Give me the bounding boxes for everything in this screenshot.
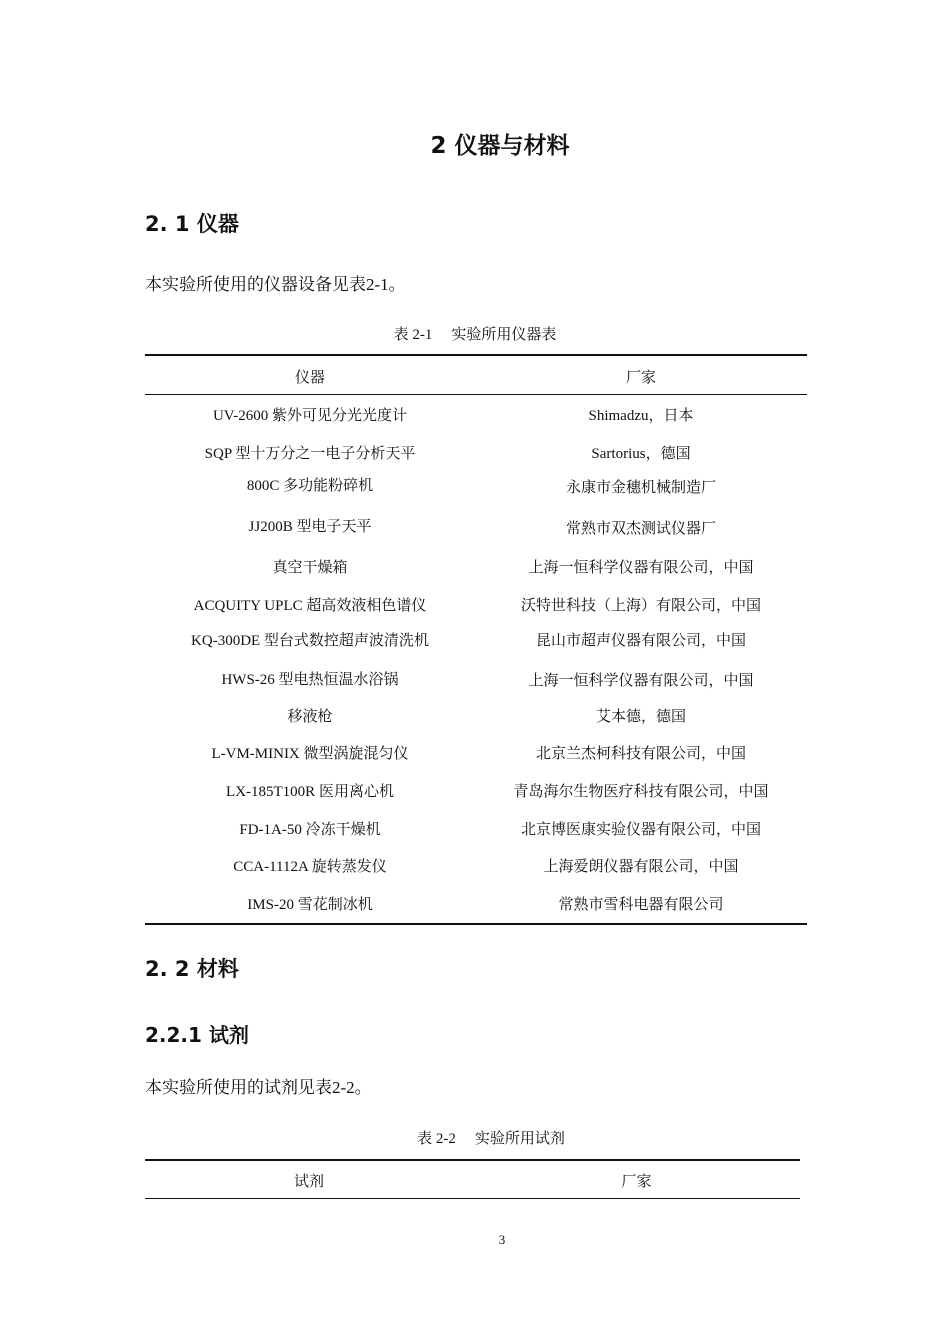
section-heading-materials: 2. 2 材料 [145,957,239,981]
table-top-rule [145,354,807,356]
table-row-manufacturer: 上海爱朗仪器有限公司，中国 [543,859,739,875]
chapter-title: 2 仪器与材料 [430,133,570,159]
table-row-manufacturer: 沃特世科技（上海）有限公司，中国 [520,598,761,614]
table-header-manufacturer: 厂家 [625,370,656,386]
table-row-manufacturer: Shimadzu，日本 [588,408,694,424]
table-2-2-caption-number: 表 2-2 [417,1131,456,1147]
table-row-instrument: L-VM-MINIX 微型涡旋混匀仪 [211,746,409,762]
table-row-instrument: JJ200B 型电子天平 [248,519,372,535]
table-2-1-caption [0,323,950,344]
table-row-manufacturer: 常熟市双杰测试仪器厂 [565,521,716,537]
table-header-instrument: 仪器 [294,370,325,386]
reagents-intro: 本实验所使用的试剂见表2-2。 [145,1078,372,1097]
table-row-instrument: FD-1A-50 冷冻干燥机 [239,822,381,838]
table-header-reagent: 试剂 [293,1174,324,1190]
table-row-instrument: HWS-26 型电热恒温水浴锅 [221,672,399,688]
table-row-manufacturer: 常熟市雪科电器有限公司 [558,897,724,913]
table-row-instrument: 800C 多功能粉碎机 [246,478,374,494]
table-2-1-caption-text: 实验所用仪器表 [451,325,557,343]
table-row-manufacturer: 青岛海尔生物医疗科技有限公司，中国 [513,784,769,800]
table-row-instrument: UV-2600 紫外可见分光光度计 [212,408,408,424]
table-row-manufacturer: 永康市金穗机械制造厂 [565,480,716,496]
table-row-manufacturer: 上海一恒科学仪器有限公司，中国 [528,673,754,689]
table-header-rule [145,1198,800,1199]
instruments-intro: 本实验所使用的仪器设备见表2-1。 [145,275,406,294]
table-row-instrument: KQ-300DE 型台式数控超声波清洗机 [191,633,429,649]
subsection-heading-reagents: 2.2.1 试剂 [145,1023,249,1047]
table-2-1-caption-number: 表 2-1 [393,327,433,343]
table-top-rule [145,1159,800,1161]
table-header-manufacturer: 厂家 [621,1174,652,1190]
table-row-manufacturer: 上海一恒科学仪器有限公司，中国 [528,560,754,576]
table-row-instrument: 移液枪 [287,709,333,725]
table-bottom-rule [145,923,807,925]
table-row-instrument: 真空干燥箱 [272,560,348,576]
table-row-instrument: SQP 型十万分之一电子分析天平 [204,446,416,462]
table-row-instrument: IMS-20 雪花制冰机 [247,897,373,913]
section-heading-instruments: 2. 1 仪器 [145,212,239,236]
table-row-manufacturer: 北京兰杰柯科技有限公司，中国 [535,746,746,762]
table-row-instrument: ACQUITY UPLC 超高效液相色谱仪 [193,598,427,614]
table-header-rule [145,394,807,395]
table-row-instrument: CCA-1112A 旋转蒸发仪 [233,859,387,875]
table-row-manufacturer: 艾本德，德国 [595,709,686,725]
table-row-instrument: LX-185T100R 医用离心机 [226,784,394,800]
page-number: 3 [498,1232,506,1247]
table-row-manufacturer: Sartorius，德国 [591,446,691,462]
table-2-2-caption-text: 实验所用试剂 [474,1129,565,1147]
table-row-manufacturer: 北京博医康实验仪器有限公司，中国 [520,822,761,838]
table-row-manufacturer: 昆山市超声仪器有限公司，中国 [535,633,746,649]
table-2-2-caption [16,1127,950,1148]
